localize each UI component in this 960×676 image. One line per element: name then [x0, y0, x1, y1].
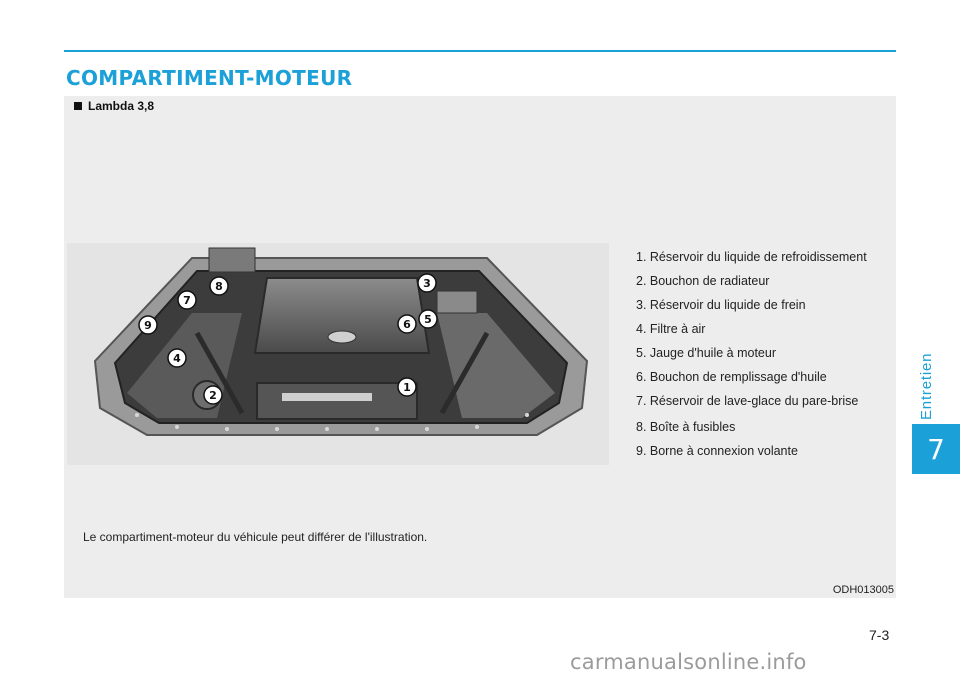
callout-3 [418, 274, 436, 292]
callout-1-label: 1 [403, 381, 411, 394]
figure-panel [64, 96, 896, 598]
callout-1 [398, 378, 416, 396]
callout-7-label: 7 [183, 294, 191, 307]
legend-item: 3. Réservoir du liquide de frein [636, 298, 806, 312]
top-rule [64, 50, 896, 52]
callout-5-label: 5 [424, 313, 432, 326]
variant-label [74, 99, 154, 113]
callout-4-label: 4 [173, 352, 181, 365]
callout-3-label: 3 [423, 277, 431, 290]
callout-6-label: 6 [403, 318, 411, 331]
callout-7 [178, 291, 196, 309]
callout-2 [204, 386, 222, 404]
engine-bay-drawing [67, 243, 609, 465]
watermark: carmanualsonline.info [570, 650, 807, 674]
legend-item: 5. Jauge d'huile à moteur [636, 346, 776, 360]
illustration-note: Le compartiment-moteur du véhicule peut différer de l'illustration. [83, 530, 428, 544]
page-number: 7-3 [869, 627, 890, 643]
chapter-tab: 7 [912, 424, 960, 474]
square-bullet-icon [74, 102, 82, 110]
legend-item: 6. Bouchon de remplissage d'huile [636, 370, 827, 384]
legend-item: 4. Filtre à air [636, 322, 706, 336]
callout-8 [210, 277, 228, 295]
figure-code: ODH013005 [832, 584, 894, 596]
callout-9-label: 9 [144, 319, 152, 332]
legend-item: 9. Borne à connexion volante [636, 444, 798, 458]
callout-6 [398, 315, 416, 333]
component-legend [636, 249, 891, 467]
callout-8-label: 8 [215, 280, 223, 293]
callout-2-label: 2 [209, 389, 217, 402]
legend-item: 1. Réservoir du liquide de refroidissement [636, 250, 867, 264]
variant-text: Lambda 3,8 [88, 99, 155, 113]
engine-illustration [67, 243, 609, 465]
legend-item: 7. Réservoir de lave-glace du pare-brise [636, 394, 859, 408]
callout-4 [168, 349, 186, 367]
callout-9 [139, 316, 157, 334]
legend-item: 2. Bouchon de radiateur [636, 274, 770, 288]
section-side-label: Entretien [918, 352, 935, 420]
legend-item: 8. Boîte à fusibles [636, 420, 736, 434]
callout-5 [419, 310, 437, 328]
page-title: COMPARTIMENT-MOTEUR [66, 66, 353, 90]
